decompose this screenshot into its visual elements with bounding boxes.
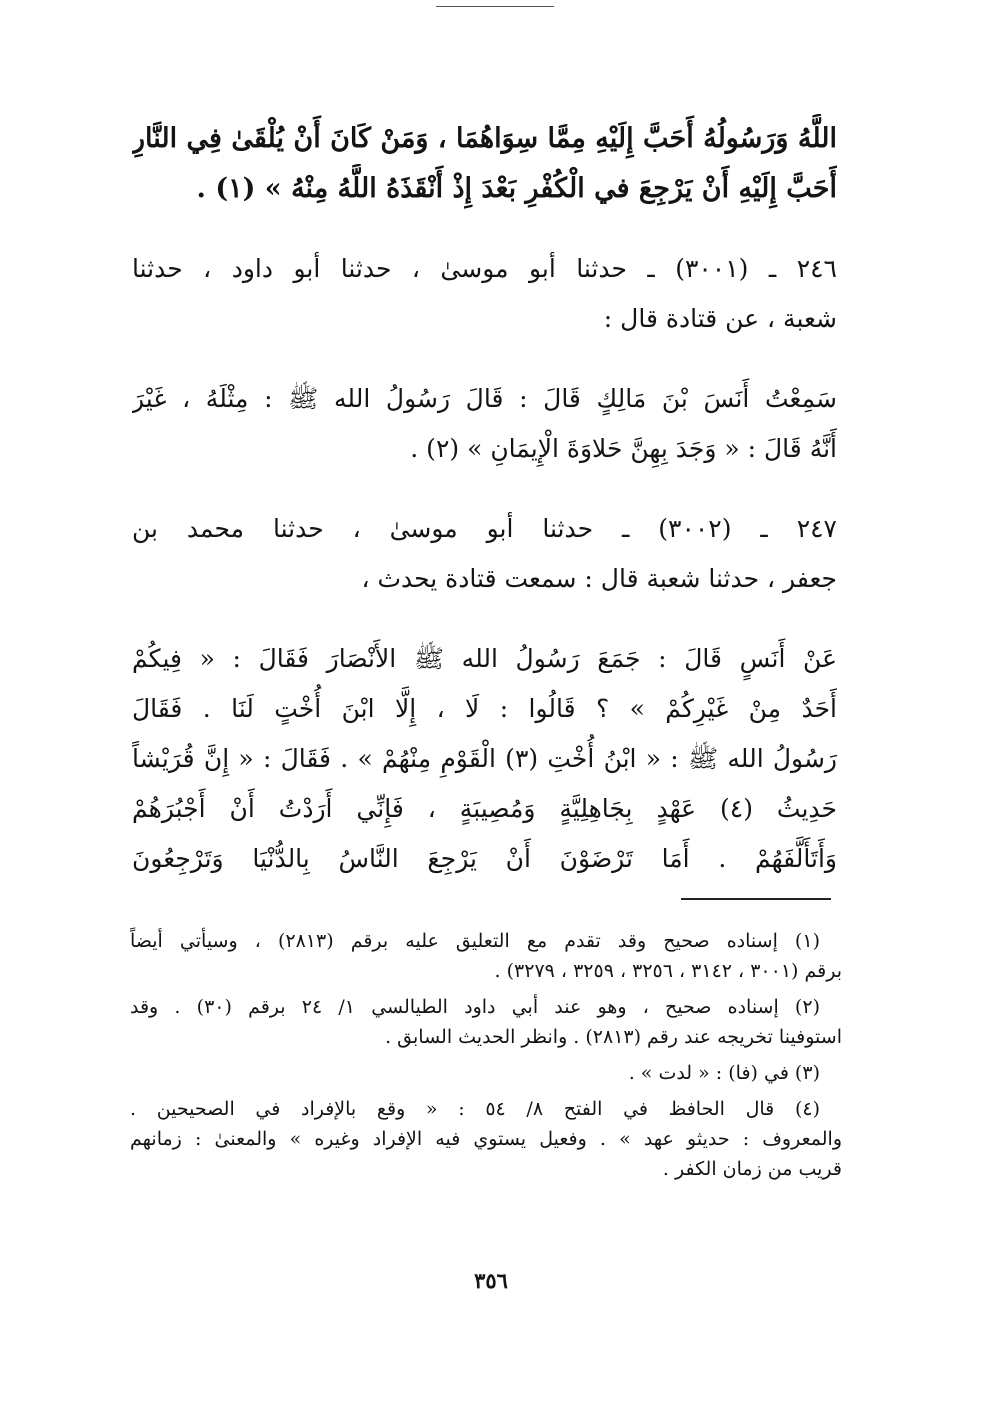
footnote-2	[130, 992, 842, 1052]
text-line: رَسُولُ الله ﷺ : « ابْنُ أُخْتِ (٣) الْقَوْمِ مِنْهُمْ » . فَقَالَ : « إِنَّ قُرَيْشاً	[132, 744, 837, 773]
text-line: سَمِعْتُ أَنَسَ بْنَ مَالِكٍ قَالَ : قَالَ رَسُولُ الله ﷺ : مِثْلَهُ ، غَيْرَ	[132, 384, 837, 413]
footnote-line: برقم (٣٠٠١ ، ٣١٤٢ ، ٣٢٥٦ ، ٣٢٥٩ ، ٣٢٧٩) .	[494, 960, 842, 982]
footnotes	[130, 926, 842, 1190]
text-line: اللَّهُ وَرَسُولُهُ أَحَبَّ إِلَيْهِ مِمَّا سِوَاهُمَا ، وَمَنْ كَانَ أَنْ يُلْقَىٰ فِي النَّارِ	[132, 123, 837, 154]
text-line: شعبة ، عن قتادة قال :	[603, 304, 837, 333]
footnote-line: قريب من زمان الكفر .	[662, 1158, 842, 1180]
text-line: وَأَتَأَلَّفَهُمْ . أَمَا تَرْضَوْنَ أَنْ يَرْجِعَ النَّاسُ بِالدُّنْيَا وَتَرْجِعُونَ	[132, 844, 837, 873]
text-line: أَحَدٌ مِنْ غَيْرِكُمْ » ؟ قَالُوا : لَا ، إِلَّا ابْنَ أُخْتٍ لَنَا . فَقَالَ	[132, 694, 837, 723]
footnote-line: (٤) قال الحافظ في الفتح ٨/ ٥٤ : « وقع بالإفراد في الصحيحين .	[130, 1098, 820, 1120]
text-line: عَنْ أَنَسٍ قَالَ : جَمَعَ رَسُولُ الله ﷺ الأَنْصَارَ فَقَالَ : « فِيكُمْ	[132, 644, 837, 673]
top-rule	[436, 6, 554, 7]
footnote-line: (٢) إسناده صحيح ، وهو عند أبي داود الطيالسي ١/ ٢٤ برقم (٣٠) . وقد	[130, 996, 820, 1018]
hadith-246-chain	[132, 244, 837, 344]
footnote-1	[130, 926, 842, 986]
footnote-line: استوفينا تخريجه عند رقم (٢٨١٣) . وانظر الحديث السابق .	[385, 1026, 842, 1048]
main-text	[132, 114, 837, 914]
text-line: ٢٤٧ ـ (٣٠٠٢) ـ حدثنا أبو موسىٰ ، حدثنا محمد بن	[132, 514, 837, 543]
hadith-text-continuation	[132, 114, 837, 214]
hadith-247-chain	[132, 504, 837, 604]
text-line: جعفر ، حدثنا شعبة قال : سمعت قتادة يحدث ،	[361, 564, 837, 593]
page-number: ٣٥٦	[474, 1268, 508, 1293]
footnote-line: (٣) في (فا) : « لدت » .	[628, 1062, 820, 1084]
footnote-line: (١) إسناده صحيح وقد تقدم مع التعليق عليه برقم (٢٨١٣) ، وسيأتي أيضاً	[130, 930, 820, 952]
text-line: أَحَبَّ إِلَيْهِ أَنْ يَرْجِعَ في الْكُفْرِ بَعْدَ إِذْ أَنْقَذَهُ اللَّهُ مِنْهُ » (١) .	[196, 173, 837, 204]
hadith-247-text	[132, 634, 837, 884]
footnote-4	[130, 1094, 842, 1184]
footnote-separator	[681, 898, 831, 900]
footnote-line: والمعروف : حديثو عهد » . وفعيل يستوي فيه الإفراد وغيره » والمعنىٰ : زمانهم	[130, 1128, 842, 1150]
text-line: ٢٤٦ ـ (٣٠٠١) ـ حدثنا أبو موسىٰ ، حدثنا أبو داود ، حدثنا	[132, 254, 837, 283]
text-line: أَنَّهُ قَالَ : « وَجَدَ بِهِنَّ حَلاوَةَ الْإِيمَانِ » (٢) .	[410, 434, 837, 463]
footnote-3	[130, 1058, 842, 1088]
text-line: حَدِيثُ (٤) عَهْدٍ بِجَاهِلِيَّةٍ وَمُصِيبَةٍ ، فَإِنِّي أَرَدْتُ أَنْ أَجْبُرَهُمْ	[132, 794, 837, 823]
hadith-246-text	[132, 374, 837, 474]
